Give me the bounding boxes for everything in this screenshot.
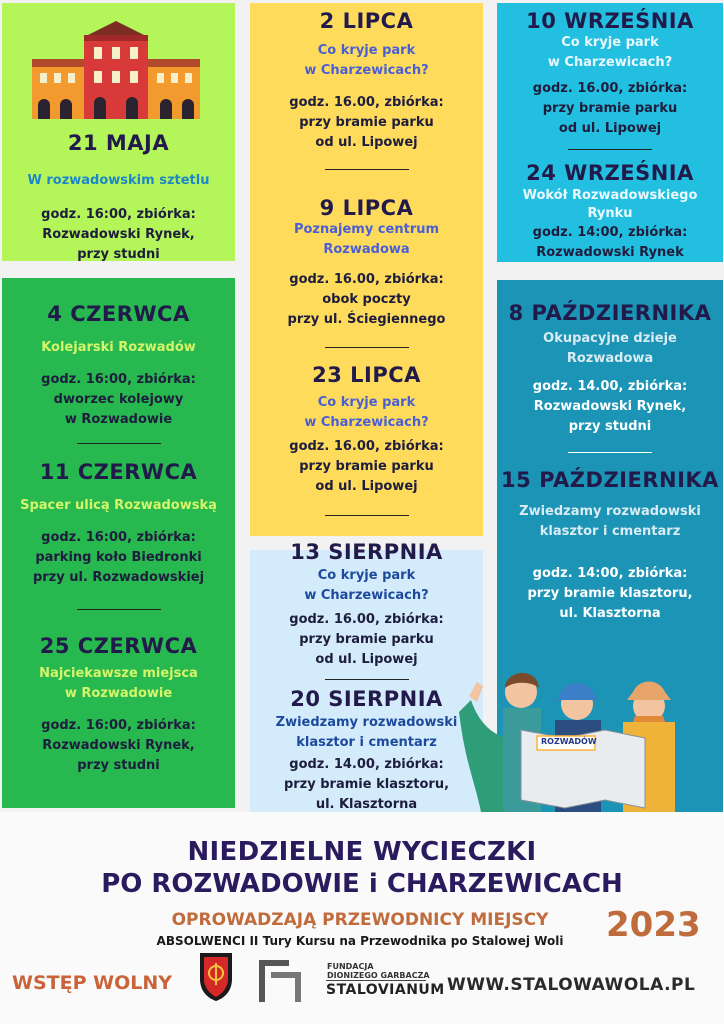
event-date: 15 PAŹDZIERNIKA (501, 468, 719, 492)
event-oct-15 (497, 468, 723, 624)
event-jun-4 (2, 302, 235, 430)
event-info: godz. 14:00, zbiórka: Rozwadowski Rynek (532, 225, 688, 260)
town-hall-icon (32, 21, 200, 119)
event-aug-20 (250, 687, 483, 815)
event-info: godz. 16.00, zbiórka: przy bramie parku od ul. Lipowej (532, 81, 688, 136)
city-crest-icon (198, 951, 234, 1003)
event-date: 13 SIERPNIA (290, 540, 443, 564)
year-label: 2023 (606, 905, 701, 945)
event-info: godz. 16:00, zbiórka: Rozwadowski Rynek, przy studni (41, 207, 196, 262)
panel-june (2, 278, 235, 808)
headline-line-1: NIEDZIELNE WYCIECZKI (187, 837, 537, 867)
event-oct-8 (497, 301, 723, 437)
guides-subtitle: OPROWADZAJĄ PRZEWODNICY MIEJSCY (171, 910, 549, 930)
event-info: godz. 16.00, zbiórka: obok poczty przy ul. Ściegiennego (287, 272, 446, 327)
event-title: Zwiedzamy rozwadowski klasztor i cmentarz (519, 504, 701, 539)
panel-october (497, 280, 723, 812)
foundation-name: STALOVIANUM (326, 982, 445, 998)
event-date: 8 PAŹDZIERNIKA (508, 301, 712, 325)
event-date: 4 CZERWCA (47, 302, 190, 326)
event-title: Kolejarski Rozwadów (41, 340, 196, 355)
event-date: 25 CZERWCA (39, 634, 198, 658)
foundation-caption: FUNDACJA DIONIZEGO GARBACZA (327, 962, 430, 980)
event-jun-11 (2, 460, 235, 588)
event-jul-9 (250, 196, 483, 330)
event-info: godz. 16:00, zbiórka: Rozwadowski Rynek, przy studni (41, 718, 196, 773)
event-title: Co kryje park w Charzewicach? (304, 43, 429, 78)
event-date: 21 MAJA (67, 131, 170, 155)
panel-may (2, 3, 235, 261)
event-title: Spacer ulicą Rozwadowską (20, 498, 217, 513)
divider (250, 515, 483, 516)
event-info: godz. 16.00, zbiórka: przy bramie parku od ul. Lipowej (289, 439, 444, 494)
map-label: ROZWADÓW (541, 737, 597, 746)
divider (250, 679, 483, 680)
event-info: godz. 16.00, zbiórka: przy bramie parku od ul. Lipowej (289, 612, 444, 667)
event-info: godz. 14.00, zbiórka: Rozwadowski Rynek, przy studni (532, 379, 688, 434)
event-may-21 (2, 131, 235, 265)
event-aug-13 (250, 540, 483, 670)
event-title: W rozwadowskim sztetlu (27, 173, 210, 188)
event-sep-10 (497, 9, 723, 139)
event-date: 9 LIPCA (319, 196, 414, 220)
divider (497, 149, 723, 150)
museum-logo-icon (257, 958, 303, 1004)
event-title: Zwiedzamy rozwadowski klasztor i cmentarz (275, 715, 458, 750)
event-info: godz. 16:00, zbiórka: dworzec kolejowy w Rozwadowie (41, 372, 196, 427)
panel-august (250, 540, 483, 812)
event-info: godz. 14:00, zbiórka: przy bramie klasztoru, ul. Klasztorna (527, 566, 693, 621)
event-date: 11 CZERWCA (39, 460, 198, 484)
event-title: Okupacyjne dzieje Rozwadowa (543, 331, 677, 366)
event-jun-25 (2, 634, 235, 776)
panel-july (250, 3, 483, 536)
event-date: 23 LIPCA (312, 363, 421, 387)
free-entry-label: WSTĘP WOLNY (12, 972, 172, 994)
event-title: Wokół Rozwadowskiego Rynku (522, 188, 698, 221)
event-title: Poznajemy centrum Rozwadowa (293, 222, 440, 257)
event-sep-24 (497, 161, 723, 263)
event-date: 24 WRZEŚNIA (526, 161, 694, 185)
divider (2, 609, 235, 610)
event-info: godz. 14.00, zbiórka: przy bramie klasztoru, ul. Klasztorna (283, 757, 450, 812)
event-jul-23 (250, 363, 483, 497)
divider (326, 980, 426, 981)
divider (2, 443, 235, 444)
event-date: 10 WRZEŚNIA (526, 9, 694, 33)
graduates-note: ABSOLWENCI II Tury Kursu na Przewodnika po Stalowej Woli (156, 934, 564, 948)
headline-line-2: PO ROZWADOWIE i CHARZEWICACH (101, 869, 623, 899)
event-date: 2 LIPCA (319, 9, 414, 33)
event-info: godz. 16.00, zbiórka: przy bramie parku od ul. Lipowej (289, 95, 444, 150)
panel-september (497, 3, 723, 262)
divider (497, 452, 723, 453)
divider (250, 169, 483, 170)
event-title: Najciekawsze miejsca w Rozwadowie (39, 666, 198, 701)
divider (250, 347, 483, 348)
event-title: Co kryje park w Charzewicach? (304, 395, 429, 430)
event-date: 20 SIERPNIA (290, 687, 443, 711)
event-title: Co kryje park w Charzewicach? (304, 568, 429, 603)
event-title: Co kryje park w Charzewicach? (547, 35, 673, 70)
event-info: godz. 16:00, zbiórka: parking koło Biedronki przy ul. Rozwadowskiej (32, 530, 205, 585)
website-link[interactable]: WWW.STALOWAWOLA.PL (447, 975, 696, 995)
event-jul-2 (250, 9, 483, 153)
